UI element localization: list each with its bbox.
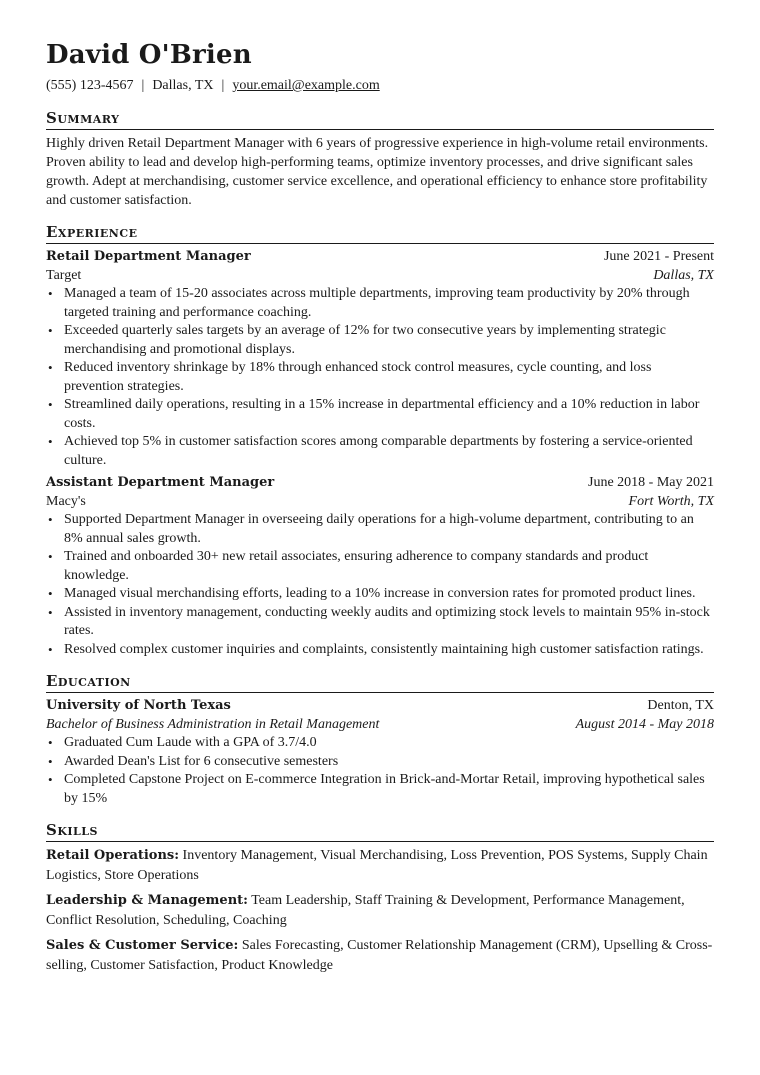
- job-bullets: [46, 285, 714, 470]
- skill-label: Retail Operations:: [46, 848, 180, 863]
- location: Dallas, TX: [152, 78, 214, 93]
- job-dates: June 2021 - Present: [603, 249, 714, 264]
- skill-text: Team Leadership, Staff Training & Development, Performance Management, Conflict Resolution, Scheduling, Coaching: [46, 893, 685, 928]
- job-dates: June 2018 - May 2021: [588, 475, 714, 490]
- job-role: Retail Department Manager: [46, 249, 251, 264]
- summary-text: Highly driven Retail Department Manager with 6 years of progressive experience in high-volume retail environments. Proven ability to lead and develop high-performing teams, optimize inventory processes, and drive significant sales growth. Adept at merchandising, customer service excellence, and operational efficiency to enhance store profitability and customer satisfaction.: [46, 136, 709, 208]
- job-bullets: [46, 511, 714, 659]
- email-link[interactable]: your.email@example.com: [232, 78, 380, 93]
- list-item: • Assisted in inventory management, conducting weekly audits and optimizing stock levels to maintain 95% in-stock rates.: [64, 604, 714, 641]
- education-dates: August 2014 - May 2018: [575, 716, 714, 732]
- list-item: • Resolved complex customer inquiries and complaints, consistently maintaining high customer satisfaction ratings.: [64, 641, 714, 660]
- school-location: Denton, TX: [647, 698, 714, 713]
- list-item: • Reduced inventory shrinkage by 18% through enhanced stock control measures, cycle counting, and loss prevention strategies.: [64, 359, 714, 396]
- contact-line: [46, 76, 714, 96]
- education-bullets: [46, 734, 714, 808]
- job-entry: [46, 474, 714, 659]
- skill-text: Sales Forecasting, Customer Relationship Management (CRM), Upselling & Cross-selling, Customer Satisfaction, Product Knowledge: [46, 938, 713, 973]
- skill-text: Inventory Management, Visual Merchandising, Loss Prevention, POS Systems, Supply Chain Logistics, Store Operations: [46, 848, 708, 883]
- job-entry: [46, 248, 714, 470]
- skills-heading: Skills: [46, 820, 714, 842]
- candidate-name: David O'Brien: [46, 40, 252, 70]
- education-heading: Education: [46, 671, 714, 693]
- list-item: • Supported Department Manager in overseeing daily operations for a high-volume department, contributing to an 8% annual sales growth.: [64, 511, 714, 548]
- skill-group: [46, 846, 714, 885]
- list-item: • Streamlined daily operations, resulting in a 15% increase in departmental efficiency and a 10% reduction in labor costs.: [64, 396, 714, 433]
- job-company: Target: [46, 267, 82, 283]
- experience-heading: Experience: [46, 222, 714, 244]
- school-name: University of North Texas: [46, 698, 231, 713]
- list-item: • Managed a team of 15-20 associates across multiple departments, improving team productivity by 20% through targeted training and performance coaching.: [64, 285, 714, 322]
- separator: |: [141, 78, 145, 93]
- skill-group: [46, 936, 714, 975]
- skill-label: Sales & Customer Service:: [46, 938, 239, 953]
- degree: Bachelor of Business Administration in Retail Management: [46, 716, 380, 732]
- skill-label: Leadership & Management:: [46, 893, 248, 908]
- phone-number: (555) 123-4567: [46, 78, 134, 93]
- list-item: • Exceeded quarterly sales targets by an average of 12% for two consecutive years by implementing strategic merchandising and promotional displays.: [64, 322, 714, 359]
- skill-group: [46, 891, 714, 930]
- list-item: • Achieved top 5% in customer satisfaction scores among comparable departments by fostering a service-oriented culture.: [64, 433, 714, 470]
- list-item: • Awarded Dean's List for 6 consecutive semesters: [64, 753, 714, 772]
- list-item: • Trained and onboarded 30+ new retail associates, ensuring adherence to company standards and product knowledge.: [64, 548, 714, 585]
- list-item: • Graduated Cum Laude with a GPA of 3.7/4.0: [64, 734, 714, 753]
- list-item: • Completed Capstone Project on E-commerce Integration in Brick-and-Mortar Retail, improving hypothetical sales by 15%: [64, 771, 714, 808]
- summary-heading: Summary: [46, 108, 714, 130]
- job-role: Assistant Department Manager: [46, 475, 275, 490]
- job-location: Fort Worth, TX: [628, 493, 714, 509]
- list-item: • Managed visual merchandising efforts, leading to a 10% increase in conversion rates for promoted product lines.: [64, 585, 714, 604]
- job-location: Dallas, TX: [653, 267, 714, 283]
- separator: |: [221, 78, 225, 93]
- job-company: Macy's: [46, 493, 86, 509]
